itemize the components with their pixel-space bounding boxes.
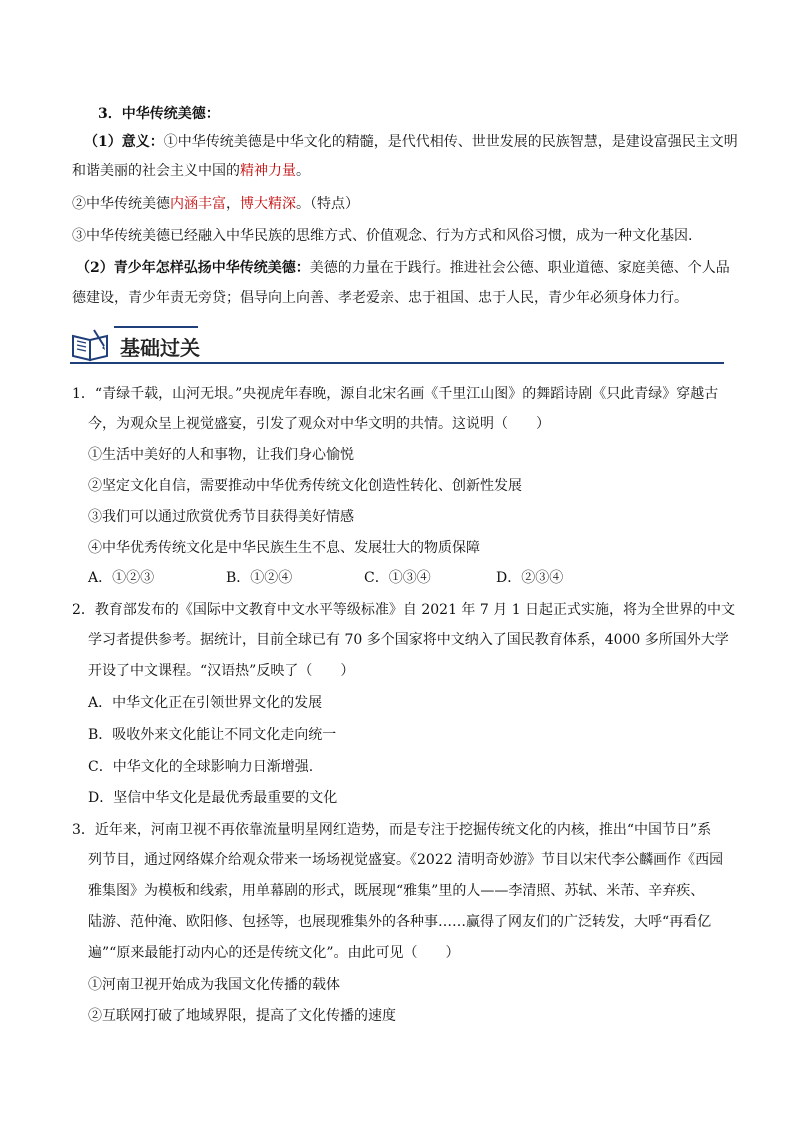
q1-choice-d[interactable]: D．②③④: [496, 570, 564, 586]
q3-option-2: ②互联网打破了地域界限，提高了文化传播的速度: [88, 1008, 396, 1024]
traits-paragraph: [72, 194, 359, 214]
youth-label: （2）青少年怎样弘扬中华传统美德：: [76, 260, 310, 276]
q1-stem-line-2: 今，为观众呈上视觉盛宴，引发了观众对中华文明的共情。这说明（ ）: [88, 416, 550, 432]
youth-paragraph-line-2: 德建设，青少年责无旁贷；倡导向上向善、孝老爱亲、忠于祖国、忠于人民，青少年必须身体力行。: [72, 290, 688, 306]
q2-stem-line-3: 开设了中文课程。“汉语热”反映了（ ）: [88, 663, 355, 679]
q2-stem-line-2: 学习者提供参考。据统计，目前全球已有 70 多个国家将中文纳入了国民教育体系，4000 多所国外大学: [88, 632, 729, 648]
gene-paragraph: ③中华传统美德已经融入中华民族的思维方式、价值观念、行为方式和风俗习惯，成为一种文化基因.: [72, 228, 693, 244]
traits-text-c: 。（特点）: [296, 196, 359, 212]
q2-stem-line-1: 2．教育部发布的《国际中文教育中文水平等级标准》自 2021 年 7 月 1 日起正式实施，将为全世界的中文: [72, 602, 736, 618]
q1-choice-a[interactable]: A．①②③: [88, 570, 155, 586]
q3-stem-line-1: 3．近年来，河南卫视不再依靠流量明星网红造势，而是专注于挖掘传统文化的内核，推出“中国节日”系: [72, 822, 712, 838]
meaning-end: 。: [296, 163, 310, 179]
section-banner: [70, 326, 724, 366]
q1-choice-c[interactable]: C．①③④: [364, 570, 431, 586]
q1-stem-line-1: 1．“青绿千载，山河无垠。”央视虎年春晚，源自北宋名画《千里江山图》的舞蹈诗剧《只此青绿》穿越古: [72, 386, 719, 402]
q1-choice-b[interactable]: B．①②④: [226, 570, 293, 586]
banner-rule-top: [114, 326, 198, 328]
section-heading: 3．中华传统美德：: [98, 106, 220, 122]
meaning-label: （1）意义：: [84, 134, 164, 150]
q1-option-4: ④中华优秀传统文化是中华民族生生不息、发展壮大的物质保障: [88, 540, 480, 556]
q3-option-1: ①河南卫视开始成为我国文化传播的载体: [88, 977, 340, 993]
q3-stem-line-2: 列节目，通过网络媒介给观众带来一场场视觉盛宴。《2022 清明奇妙游》节目以宋代李公麟画作《西园: [88, 852, 724, 868]
meaning-text-b: 和谐美丽的社会主义中国的: [72, 163, 240, 179]
q1-option-3: ③我们可以通过欣赏优秀节目获得美好情感: [88, 509, 354, 525]
q2-option-b[interactable]: B．吸收外来文化能让不同文化走向统一: [88, 727, 337, 743]
meaning-text-a: ①中华传统美德是中华文化的精髓，是代代相传、世世发展的民族智慧，是建设富强民主文明: [163, 134, 738, 150]
traits-highlight-2: 博大精深: [240, 196, 296, 212]
meaning-paragraph-line-1: [84, 132, 738, 152]
q1-option-2: ②坚定文化自信，需要推动中华优秀传统文化创造性转化、创新性发展: [88, 478, 522, 494]
traits-text-a: ②中华传统美德: [72, 196, 170, 212]
q3-stem-line-4: 陆游、范仲淹、欧阳修、包拯等，也展现雅集外的各种事……赢得了网友们的广泛转发，大呼“再看亿: [88, 914, 712, 930]
traits-highlight-1: 内涵丰富: [170, 196, 226, 212]
youth-text-a: 美德的力量在于践行。推进社会公德、职业道德、家庭美德、个人品: [309, 260, 730, 276]
youth-paragraph-line-1: [76, 258, 730, 278]
q1-option-1: ①生活中美好的人和事物，让我们身心愉悦: [88, 447, 354, 463]
q2-option-a[interactable]: A．中华文化正在引领世界文化的发展: [88, 695, 323, 711]
q2-option-d[interactable]: D．坚信中华文化是最优秀最重要的文化: [88, 790, 338, 806]
book-icon: [70, 326, 112, 364]
banner-rule-bottom: [70, 362, 724, 364]
banner-title: 基础过关: [120, 336, 200, 360]
q3-stem-line-3: 雅集图》为模板和线索，用单幕剧的形式，既展现“雅集”里的人——李清照、苏轼、米芾、辛弃疾、: [88, 883, 705, 899]
q3-stem-line-5: 遍”“原来最能打动内心的还是传统文化”。由此可见（ ）: [88, 945, 460, 961]
q2-option-c[interactable]: C．中华文化的全球影响力日渐增强.: [88, 759, 314, 775]
traits-text-b: ，: [226, 196, 240, 212]
meaning-highlight: 精神力量: [240, 163, 296, 179]
meaning-paragraph-line-2: [72, 161, 310, 181]
